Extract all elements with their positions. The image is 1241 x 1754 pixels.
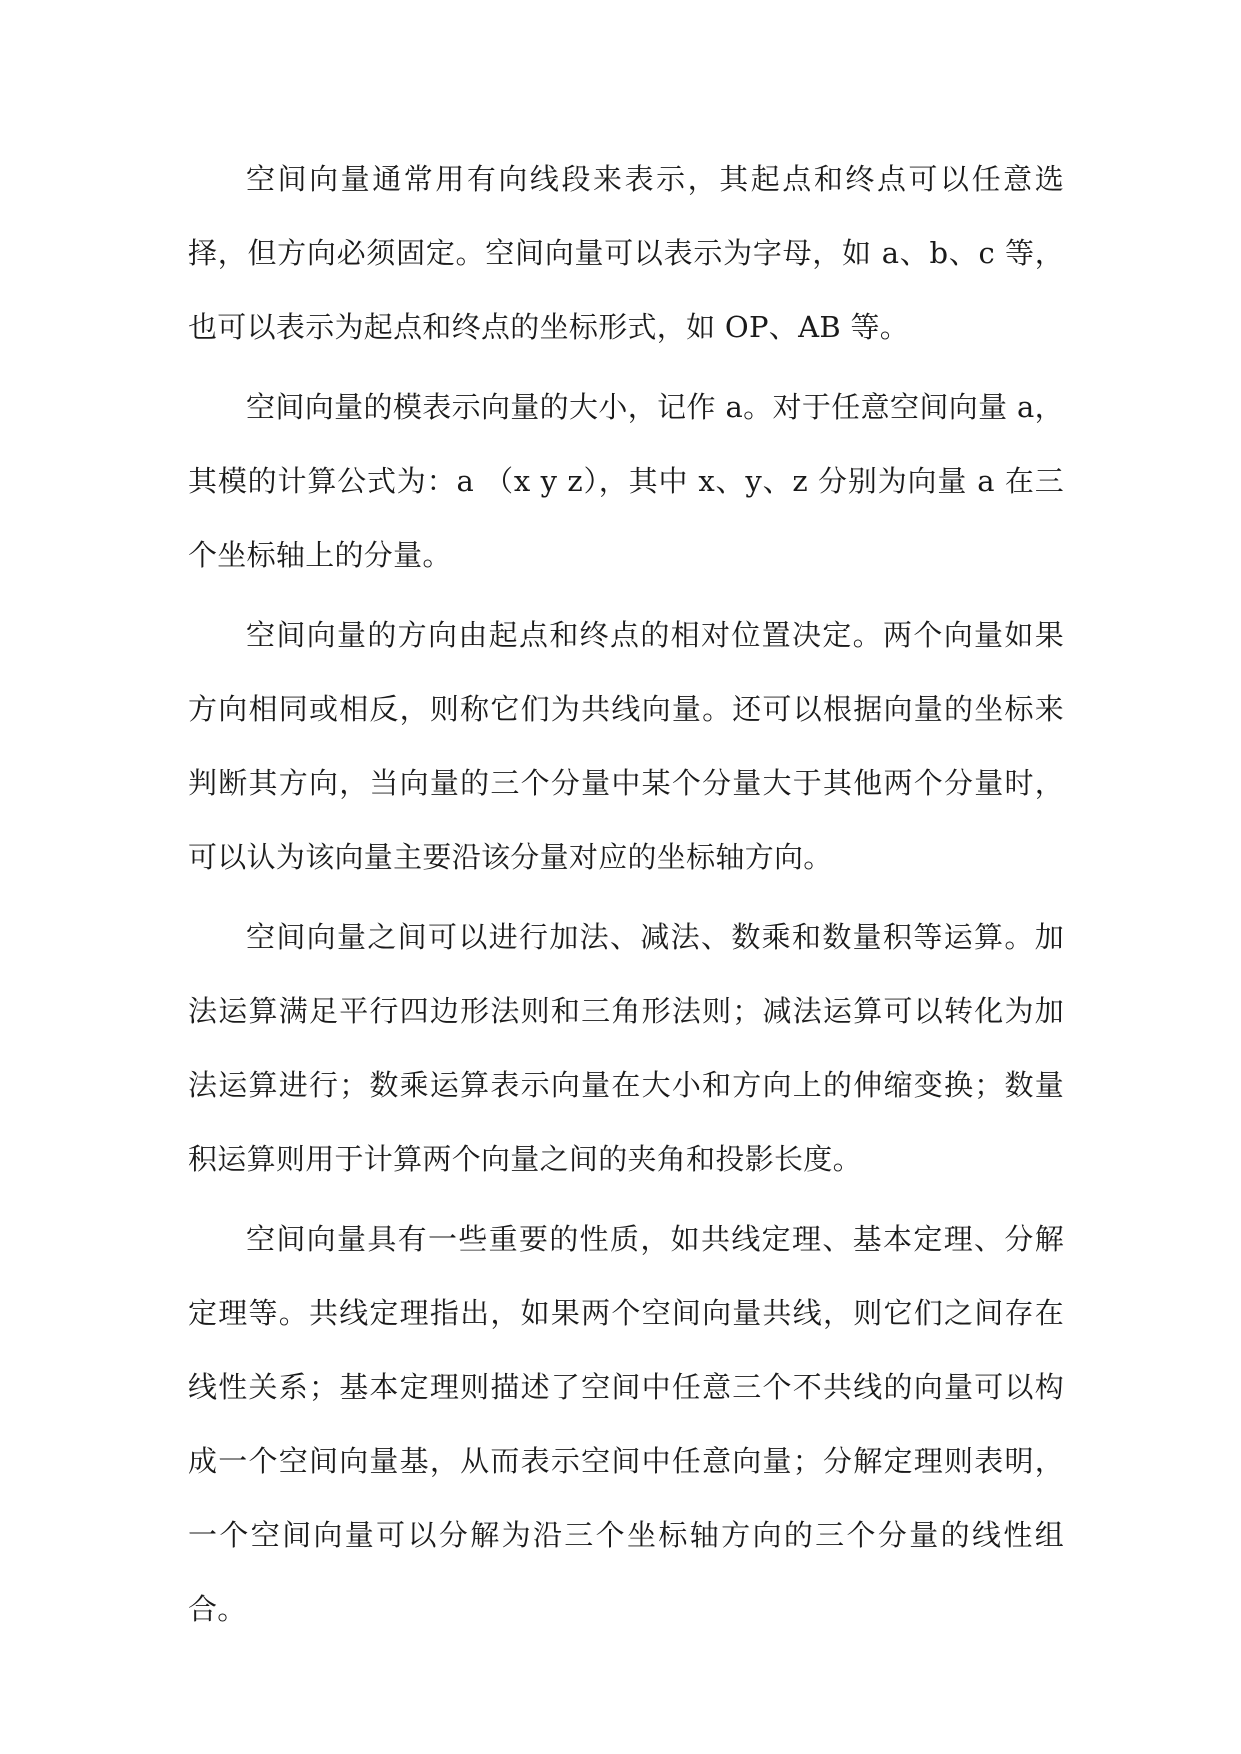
- paragraph-vector-representation: 空间向量通常用有向线段来表示，其起点和终点可以任意选择，但方向必须固定。空间向量可以表示为字母，如 a、b、c 等，也可以表示为起点和终点的坐标形式，如 OP、AB 等。: [188, 162, 1064, 344]
- paragraph-vector-properties: 空间向量具有一些重要的性质，如共线定理、基本定理、分解定理等。共线定理指出，如果两个空间向量共线，则它们之间存在线性关系；基本定理则描述了空间中任意三个不共线的向量可以构成一个空间向量基，从而表示空间中任意向量；分解定理则表明，一个空间向量可以分解为沿三个坐标轴方向的三个分量的线性组合。: [188, 1222, 1064, 1626]
- document-body: [188, 142, 1064, 1652]
- paragraph-vector-direction: 空间向量的方向由起点和终点的相对位置决定。两个向量如果方向相同或相反，则称它们为共线向量。还可以根据向量的坐标来判断其方向，当向量的三个分量中某个分量大于其他两个分量时，可以认为该向量主要沿该分量对应的坐标轴方向。: [188, 618, 1064, 874]
- paragraph-vector-magnitude: 空间向量的模表示向量的大小，记作 a。对于任意空间向量 a，其模的计算公式为：a （x y z），其中 x、y、z 分别为向量 a 在三个坐标轴上的分量。: [188, 390, 1064, 572]
- paragraph-vector-operations: 空间向量之间可以进行加法、减法、数乘和数量积等运算。加法运算满足平行四边形法则和三角形法则；减法运算可以转化为加法运算进行；数乘运算表示向量在大小和方向上的伸缩变换；数量积运算则用于计算两个向量之间的夹角和投影长度。: [188, 920, 1064, 1176]
